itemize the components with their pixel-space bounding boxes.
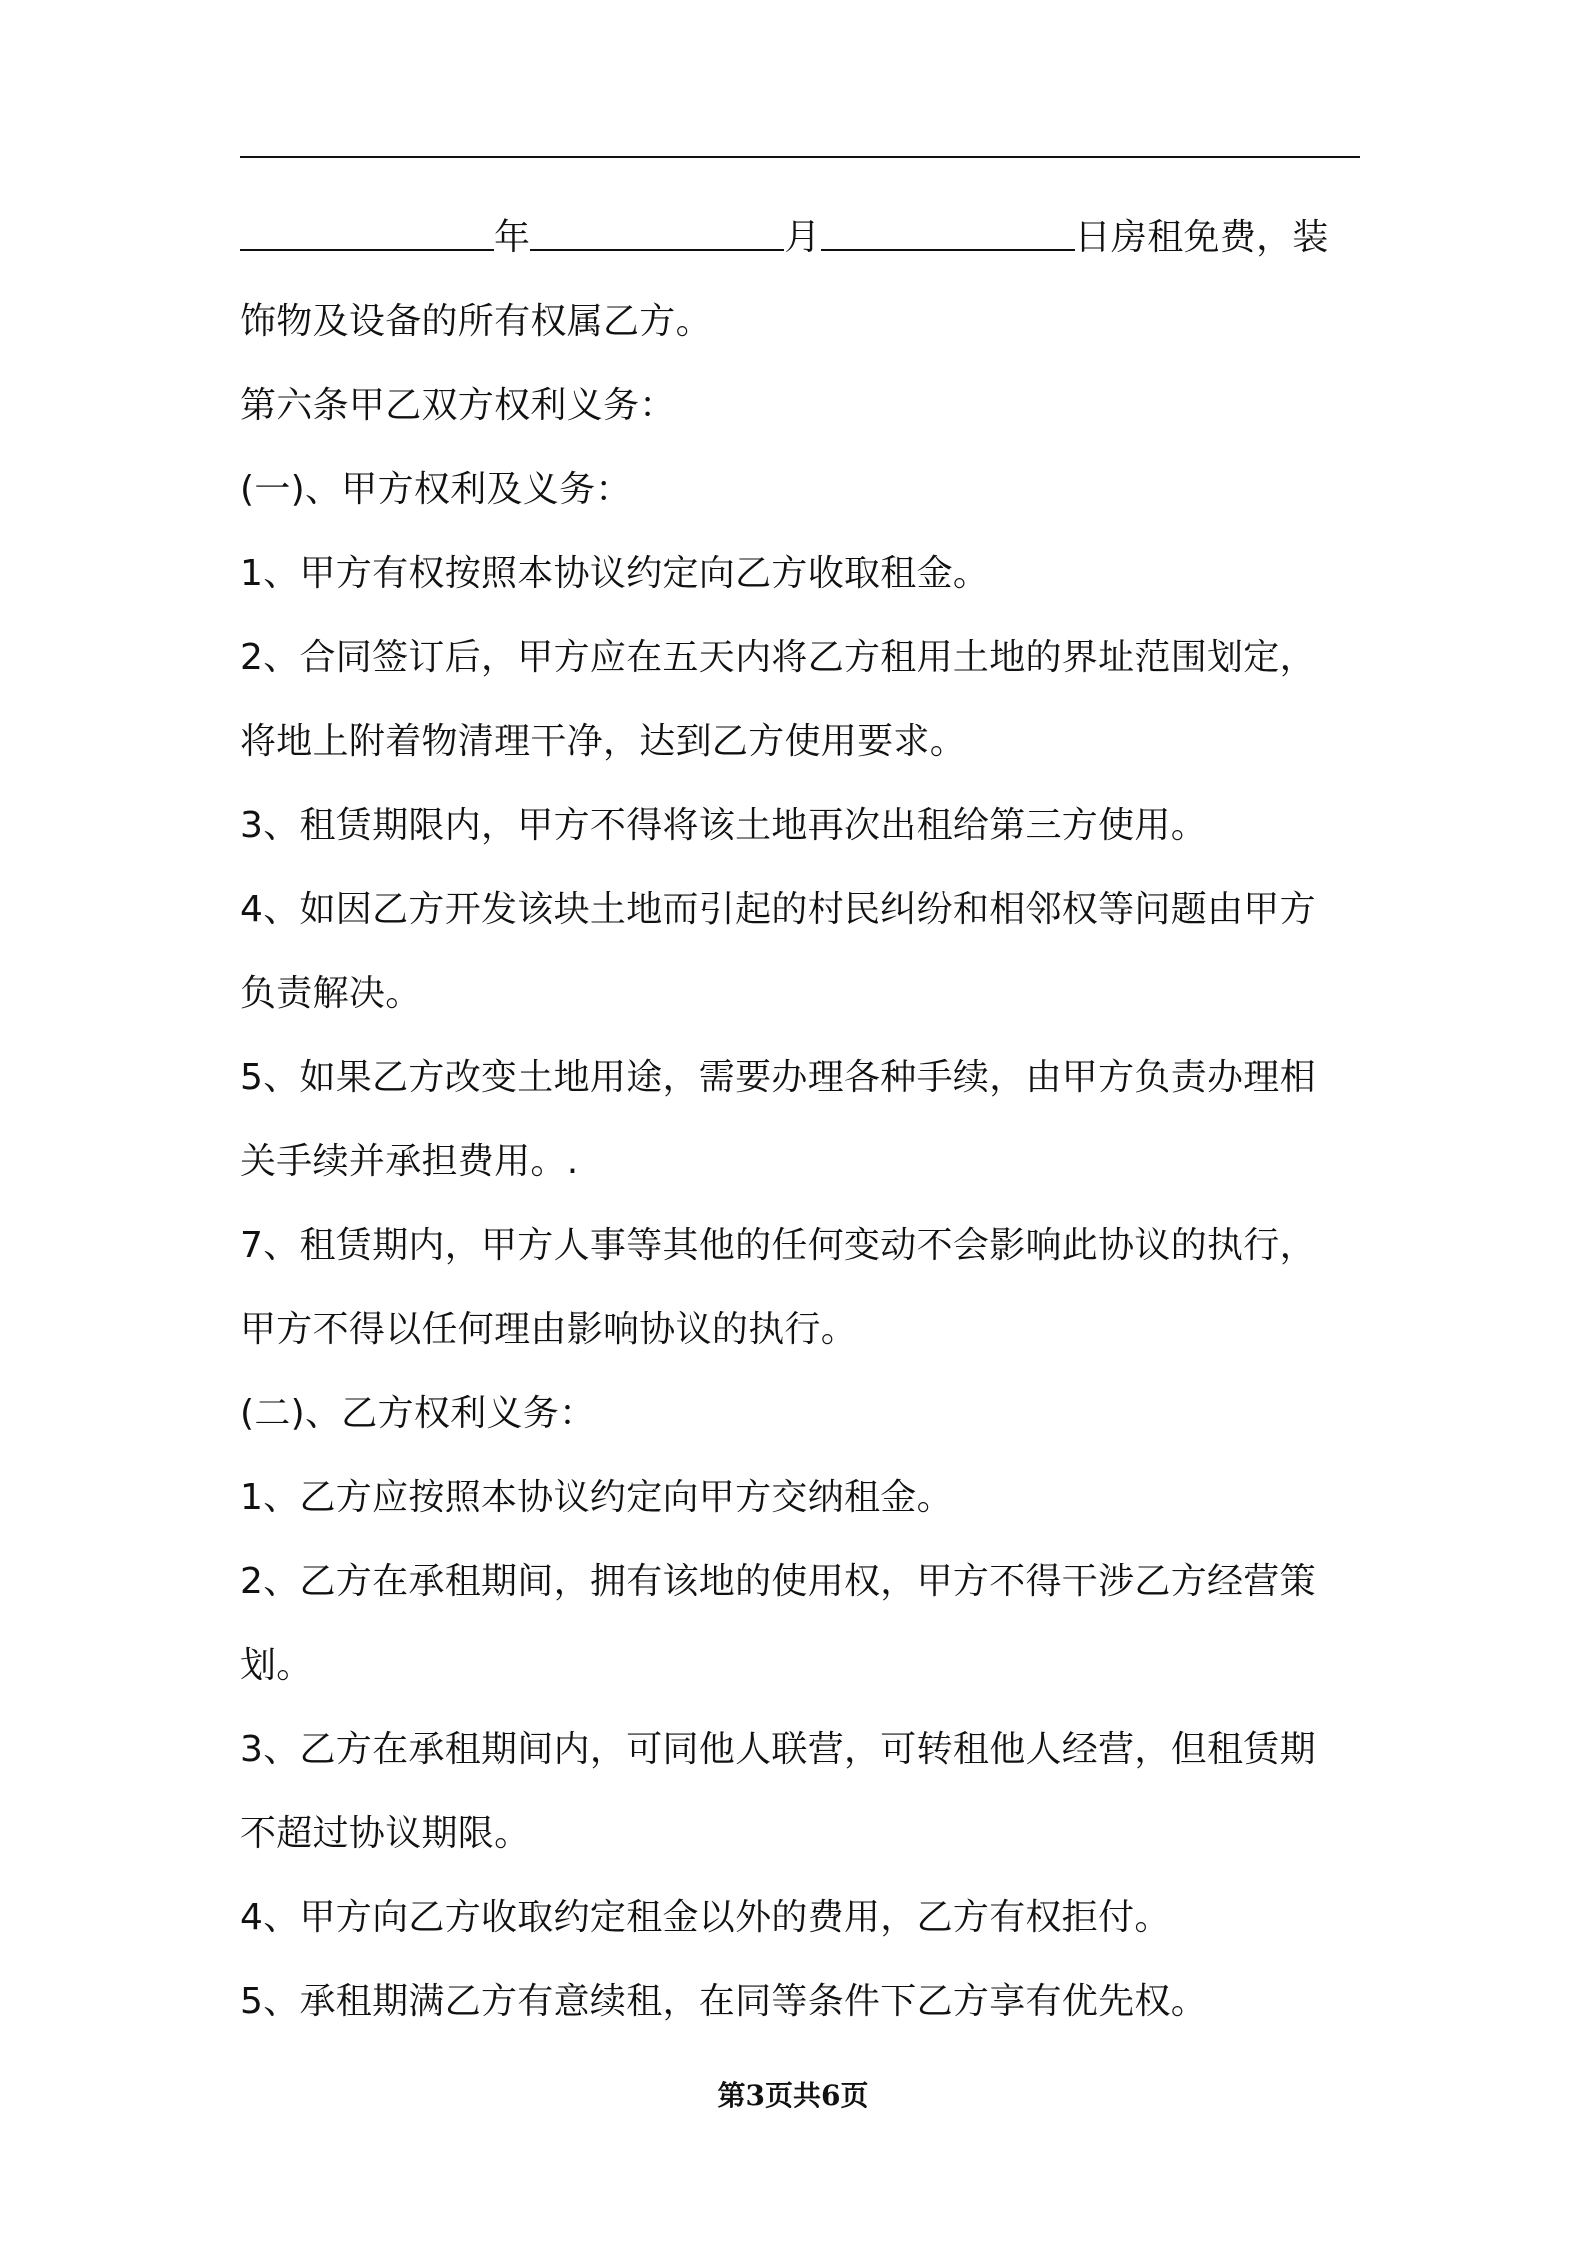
text-line: 负责解决。 <box>240 973 422 1014</box>
article-heading: 第六条甲乙双方权利义务： <box>240 385 676 426</box>
text-line: 5、承租期满乙方有意续租，在同等条件下乙方享有优先权。 <box>240 1981 1208 2022</box>
page-number: 第3页共6页 <box>717 2079 869 2112</box>
text-line: 4、如因乙方开发该块土地而引起的村民纠纷和相邻权等问题由甲方 <box>240 889 1316 930</box>
header-rule <box>240 156 1360 158</box>
text-line: 不超过协议期限。 <box>240 1813 531 1854</box>
text-line: 1、甲方有权按照本协议约定向乙方收取租金。 <box>240 553 990 594</box>
text-line: 4、甲方向乙方收取约定租金以外的费用，乙方有权拒付。 <box>240 1897 1171 1938</box>
section-heading: (一)、甲方权利及义务： <box>240 469 632 510</box>
date-fill-line <box>240 196 1370 280</box>
text-line: 2、乙方在承租期间，拥有该地的使用权，甲方不得干涉乙方经营策 <box>240 1561 1316 1602</box>
text-line: 2、合同签订后，甲方应在五天内将乙方租用土地的界址范围划定， <box>240 637 1316 678</box>
section-heading: (二)、乙方权利义务： <box>240 1393 596 1434</box>
text-line: 划。 <box>240 1645 313 1686</box>
text-line: 3、乙方在承租期间内，可同他人联营，可转租他人经营，但租赁期 <box>240 1729 1316 1770</box>
text-line: 将地上附着物清理干净，达到乙方使用要求。 <box>240 721 967 762</box>
year-label: 年 <box>494 217 531 258</box>
text-line: 1、乙方应按照本协议约定向甲方交纳租金。 <box>240 1477 953 1518</box>
month-label: 月 <box>784 217 821 258</box>
body-text <box>240 196 1370 2044</box>
text-line: 关手续并承担费用。. <box>240 1141 579 1182</box>
text-line: 7、租赁期内，甲方人事等其他的任何变动不会影响此协议的执行， <box>240 1225 1316 1266</box>
day-blank <box>821 213 1075 251</box>
year-blank <box>240 213 494 251</box>
text-line: 甲方不得以任何理由影响协议的执行。 <box>240 1309 858 1350</box>
date-line-tail: 日房租免费，装 <box>1074 217 1329 258</box>
text-line: 5、如果乙方改变土地用途，需要办理各种手续，由甲方负责办理相 <box>240 1057 1316 1098</box>
text-line: 3、租赁期限内，甲方不得将该土地再次出租给第三方使用。 <box>240 805 1208 846</box>
month-blank <box>530 213 784 251</box>
text-line: 饰物及设备的所有权属乙方。 <box>240 301 712 342</box>
